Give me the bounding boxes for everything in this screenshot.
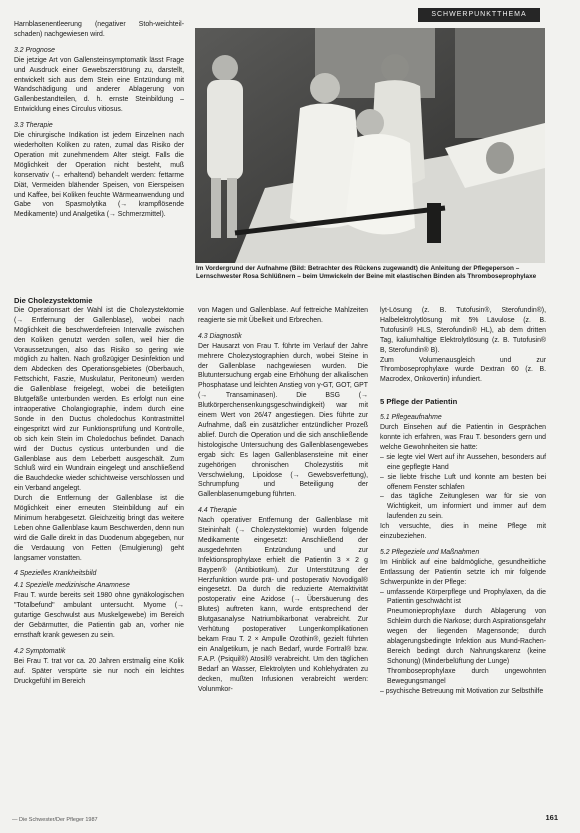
paragraph-col2-top: von Magen und Gallenblase. Auf fettreiche Mahlzeiten reagierte sie mit Übelkeit und Erbrechen. [198, 307, 368, 324]
section-header: SCHWERPUNKTTHEMA [418, 8, 540, 22]
heading-pflege: 5 Pflege der Patientin [380, 397, 458, 407]
heading-anamnese: 4.1 Spezielle medizinische Anamnese [14, 582, 130, 590]
heading-pflegeaufnahme: 5.1 Pflegeaufnahme [380, 414, 442, 422]
column-1-top [14, 20, 184, 220]
heading-pflegeziele: 5.2 Pflegeziele und Maßnahmen [380, 548, 480, 556]
heading-therapie-4: 4.4 Therapie [198, 507, 237, 515]
photo-caption: Im Vordergrund der Aufnahme (Bild: Betrachter des Rückens zugewandt) die Anleitung der Pflegeperson – Lernschwester Rosa Schlüßnern – beim Umwickeln der Beine mit elastischen Binden als Thromboseprophylaxe [196, 265, 537, 280]
column-1-bottom [14, 296, 184, 686]
heading-cholezystektomie: Die Cholezystektomie [14, 296, 93, 305]
paragraph-prognose: Die jetzige Art von Gallensteinsymptomatik lässt Frage und Ausdruck einer Gewebszerstörung zu, darstellt, entwickelt sich aus dem Stein eine Entzündung mit Wandschädigung und anderer Ablagerung von Gallenbestandteilen, d. h. ernste Steinbildung – Entwicklung eines Circulus vitiosus. [14, 56, 184, 114]
paragraph-pflege-2: Ich versuchte, dies in meine Pflege mit einzubeziehen. [380, 523, 546, 541]
list-item: – psychische Betreuung mit Motivation zur Selbsthilfe [380, 687, 544, 695]
heading-krankheitsbild: 4 Spezielles Krankheitsbild [14, 570, 97, 578]
heading-therapie: 3.3 Therapie [14, 122, 53, 130]
paragraph-anamnese: Frau T. wurde bereits seit 1980 ohne gynäkologischen "Totalbefund" ambulant untersucht. Myome (→ gutartige Geschwulst aus Muskelgewebe) im Bereich der Gebärmutter, die Patientin gab an, vorher nie ernsthaft krank gewesen zu sein. [14, 592, 184, 639]
list-item: – sie liebte frische Luft und konnte am besten bei offenem Fenster schlafen [380, 473, 546, 491]
list-item: – das tägliche Zeitunglesen war für sie von Wichtigkeit, um informiert und immer auf dem laufenden zu sein. [380, 493, 546, 521]
column-3 [380, 306, 546, 697]
heading-diagnostik: 4.3 Diagnostik [198, 332, 242, 340]
page-number: 161 [545, 813, 558, 822]
paragraph-chole-2: Durch die Entfernung der Gallenblase ist die Möglichkeit einer erneuten Steinbildung auf ein Minimum herabgesetzt. Gleichzeitig bringt das weitere Leben ohne Gallenblase kaum Beschwerden, denn nun wird die Galle direkt in das Duodenum abgegeben, nur die Verdauung von Fetten (Emulgierung) geht langsamer vonstatten. [14, 495, 184, 562]
footer-publication: — Die Schwester/Der Pfleger 1987 [12, 817, 98, 823]
paragraph-chole-1: Die Operationsart der Wahl ist die Cholezystektomie (→ Entfernung der Gallenblase), wobei nach Möglichkeit die beschwerdefreien Intervalle zwischen den Koliken genutzt werden sollen, weil hier die Voraussetzungen, also das Risiko so gering wie möglich zu halten. Nach großzügiger Desinfektion und dem Abdecken des Operationsgebietes (Oberbauch, Fettschicht, Faszie, Muskulatur, Peritoneum) werden die Gallenblase freigelegt, wobei die beteiligten Blutgefäße unterbunden werden. Es erfolgt nun eine intraoperative Cholangiographie, indem durch eine Sonde in den Ductus choledochus Kontrastmittel eingespritzt wird zur Funktionsprüfung und Kontrolle, ob sich kein Stein im Choledochus befindet. Danach wird der Ductus cysticus unterbunden und die Gallenblase aus dem Leberbett ausgeschält. Zum Schluß wird ein Wundrain eingelegt und anschließend die Bauchdecke wieder schichtweise verschlossen und ein Verband angelegt. [14, 306, 184, 493]
paragraph-diagnostik: Der Hausarzt von Frau T. führte im Verlauf der Jahre mehrere Cholezystographien durch, wobei Steine in der Gallenblase nachgewiesen wurden. Die Blutuntersuchung ergab eine Erhöhung der alkalischen Phosphatase und leichten Anstieg von γ-GT, GOT, GPT (→ Transaminasen). Die BSG (→ Blutkörperchensenkungsgeschwindigkeit) war mit einem Wert von 26/47 angestiegen. Dies führte zur Aufnahme, daß ein zusätzlicher entzündlicher Prozeß ablief. Durch die Operation und die sich anschließende histologische Untersuchung des Gallenblasengewebes ergab sich: Es lagen Gallenblasensteine mit einer zugehörigen chronischen Cholezystitis mit Verschwielung, Lipoidose (→ Gewebsverfettung), Schrumpfung und Beteiligung der Gallenblasenumgebung führten. [198, 342, 368, 499]
heading-symptomatik: 4.2 Symptomatik [14, 647, 66, 655]
list-item: – umfassende Körperpflege und Prophylaxen, da die Patientin geschwächt ist [380, 588, 546, 606]
nursing-photo [195, 28, 545, 263]
column-2 [198, 306, 368, 694]
heading-prognose: 3.2 Prognose [14, 46, 55, 54]
photo-graphic [195, 28, 545, 263]
paragraph-pflegeziele: Im Hinblick auf eine baldmögliche, gesundheitliche Entlassung der Patientin setzte ich mir folgende Schwerpunkte in der Pflege: [380, 558, 546, 586]
paragraph-col3-top: lyt-Lösung (z. B. Tutofusin®, Sterofundin®), Halbelektrolytlösung mit 5% Lävulose (z. B. Tutofusin® HLS, Sterofundin® HL), ab dem dritten Tag, kaliumhaltige Elektrolytlösung (z. B. Tutofusin® B, Sterofundin® B). [380, 307, 546, 354]
paragraph-symptomatik: Bei Frau T. trat vor ca. 20 Jahren erstmalig eine Kolik auf. Später verspürte sie nur noch ein leichtes Druckgefühl im Bereich [14, 657, 184, 685]
paragraph-col3-top2: Zum Volumenausgleich und zur Thromboseprophylaxe wurde Dextran 60 (z. B. Macrodex, Onkovertin) infundiert. [380, 356, 546, 384]
paragraph-pflege-1: Durch Einsehen auf die Patientin in Gesprächen konnte ich erfahren, was Frau T. besonders gern und welche Gewohnheiten sie hatte: [380, 424, 546, 451]
list-item: Pneumonieprophylaxe durch Ablagerung von Schleim durch die Narkose; durch Aspirationsgefahr wegen der liegenden Magensonde; durch ablagerungsbedingte Infektion aus Mund-Rachen-Bereich bedingt durch Nahrungskarenz (keine Schonung) (Minderbelüftung der Lunge) [387, 608, 546, 665]
list-item: Thromboseprophylaxe durch ungewohnten Bewegungsmangel [387, 667, 546, 685]
paragraph-therapie: Die chirurgische Indikation ist jedem Einzelnen nach wiederholten Koliken zu raten, zumal das Risiko der Operation mit zunehmendem Alter steigt. Falls die Möglichkeit der Operation nicht besteht, muß konservativ (→ erhaltend) behandelt werden: fettarme Diät, Vermeiden blähender Speisen, von Eierspeisen und Kaffee, bei Koliken feuchte Wärmeanwendung und Gabe von Spasmolytika (→ krampflösende Medikamente) und Analgetika (→ Schmerzmittel). [14, 132, 184, 219]
paragraph-therapie-4: Nach operativer Entfernung der Gallenblase mit Steininhalt (→ Cholezystektomie) wurden folgende Medikamente eingesetzt: Anschließend der ausgedehnten Entzündung und zur Infektionsprophylaxe erhielt die Patientin 3 × 2 g Baypen® (Antibiotikum). Zur Unterstützung der Herzfunktion wurde prä- und postoperativ Novodigal® eingesetzt. Da durch die reduzierte Atemaktivität postoperativ eine Azidose (→ Übersäuerung des Blutes) auftreten kann, wurde entsprechend der Blutgasanalyse Natriumbikarbonat verabreicht. Zur Verhütung postoperativer Lungenkomplikationen bekam Frau T. 2 × Ampulle Ozothin®, gezielt führten ein Analgetikum, je nach Bedarf, wurde Fortral® bzw. F.A.P. (Psiquil®) Atosil® verabreicht. Um den täglichen Bedarf an Wasser, Elektrolyten und Kohlehydraten zu decken, mußten Infusionen verabreicht werden: Volunmkor- [198, 517, 368, 693]
list-item: – sie legte viel Wert auf ihr Aussehen, besonders auf eine gepflegte Hand [380, 453, 546, 471]
intro-text: Harnblasenentleerung (negativer Stoh-weichteilschaden) nachgewiesen wird. [14, 21, 184, 38]
